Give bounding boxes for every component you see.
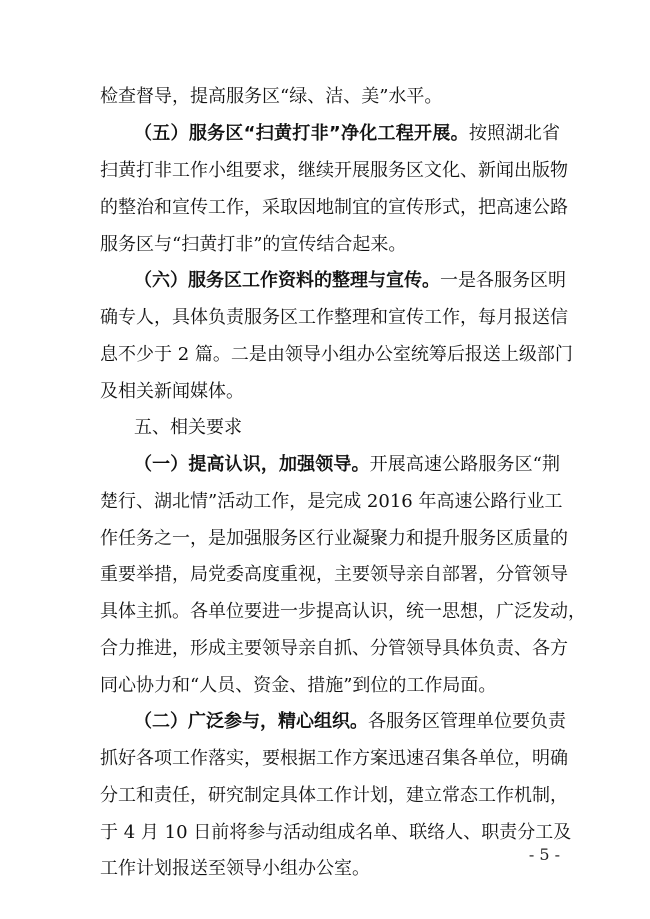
section-heading: （二）广泛参与，精心组织。	[134, 711, 368, 732]
text-line: 同心协力和“人员、资金、措施”到位的工作局面。	[100, 675, 497, 696]
text-line: 合力推进，形成主要领导亲自抓、分管领导具体负责、各方	[100, 638, 568, 659]
text-line: 确专人，具体负责服务区工作整理和宣传工作，每月报送信	[100, 307, 568, 328]
section-heading: （一）提高认识，加强领导。	[134, 454, 370, 475]
section-heading: （六）服务区工作资料的整理与宣传。	[134, 270, 440, 291]
chapter-heading: 五、相关要求	[134, 417, 242, 438]
text-line: 的整治和宣传工作，采取因地制宜的宣传形式，把高速公路	[100, 197, 568, 218]
text-line: 检查督导，提高服务区“绿、洁、美”水平。	[100, 86, 443, 107]
section-heading: （五）服务区“扫黄打非”净化工程开展。	[134, 123, 469, 144]
text-line: 作任务之一，是加强服务区行业凝聚力和提升服务区质量的	[100, 528, 568, 549]
section-heading-line: （五）服务区“扫黄打非”净化工程开展。按照湖北省	[134, 123, 560, 144]
text-line: 扫黄打非工作小组要求，继续开展服务区文化、新闻出版物	[100, 160, 568, 181]
section-heading-line: （六）服务区工作资料的整理与宣传。一是各服务区明	[134, 270, 566, 291]
text-line: 抓好各项工作落实，要根据工作方案迅速召集各单位，明确	[100, 748, 568, 769]
text-line: 楚行、湖北情”活动工作，是完成 2016 年高速公路行业工	[100, 491, 563, 512]
text-line: 分工和责任，研究制定具体工作计划，建立常态工作机制，	[100, 785, 568, 806]
text-line: 服务区与“扫黄打非”的宣传结合起来。	[100, 234, 407, 255]
text-line: 息不少于 2 篇。二是由领导小组办公室统筹后报送上级部门	[100, 344, 573, 365]
text-line: 于 4 月 10 日前将参与活动组成名单、联络人、职责分工及	[100, 822, 572, 843]
text-line: 工作计划报送至领导小组办公室。	[100, 858, 370, 879]
text-line: 重要举措，局党委高度重视，主要领导亲自部署，分管领导	[100, 564, 568, 585]
page-number: - 5 -	[528, 845, 560, 864]
text-line: 具体主抓。各单位要进一步提高认识，统一思想，广泛发动，	[100, 601, 586, 622]
text-line: 及相关新闻媒体。	[100, 381, 244, 402]
section-heading-line: （二）广泛参与，精心组织。各服务区管理单位要负责	[134, 711, 566, 732]
section-heading-line: （一）提高认识，加强领导。开展高速公路服务区“荆	[134, 454, 561, 475]
